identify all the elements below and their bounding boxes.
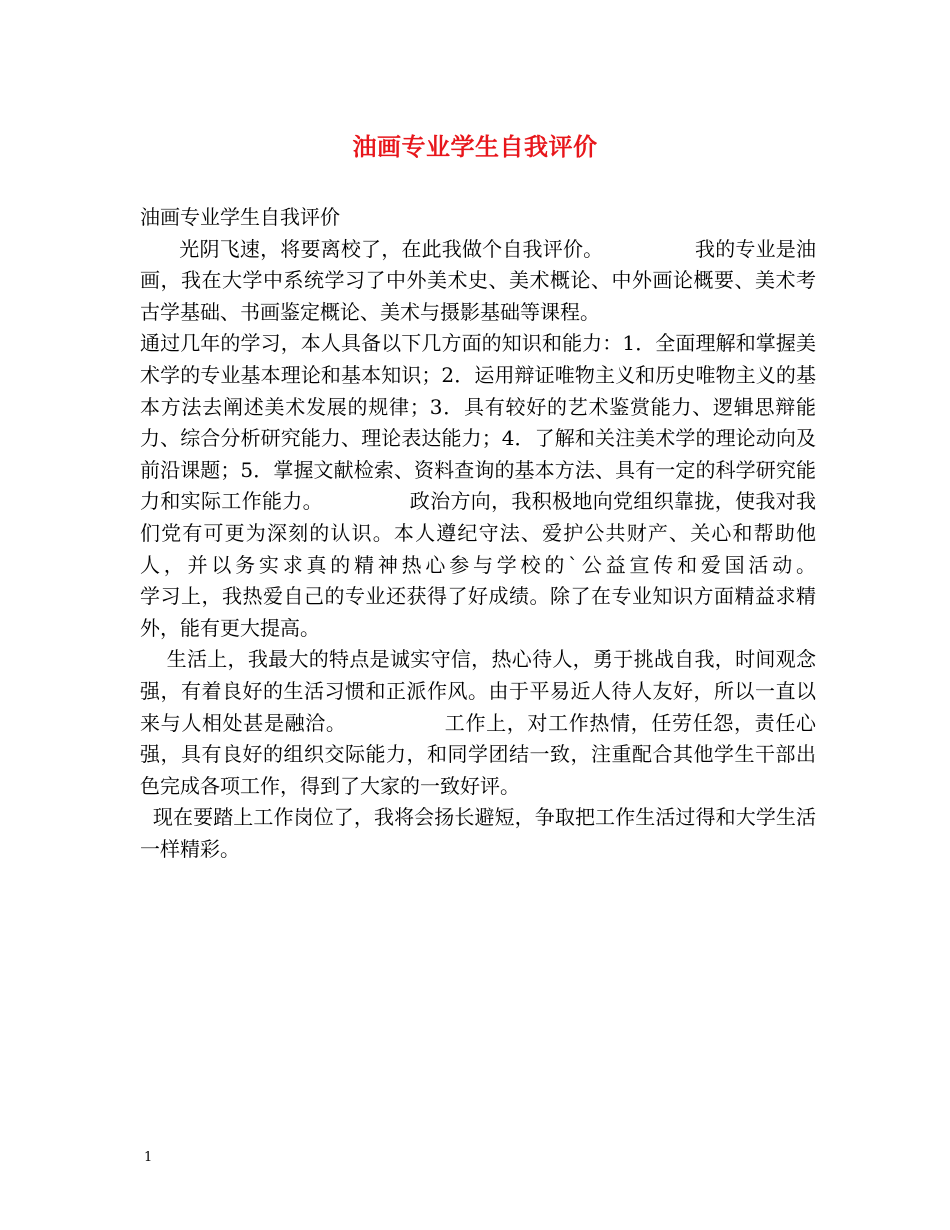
body-paragraph-study: 通过几年的学习，本人具备以下几方面的知识和能力：1．全面理解和掌握美术学的专业基本理论和基本知识；2．运用辩证唯物主义和历史唯物主义的基本方法去阐述美术发展的规律；3．具有较好的艺术鉴赏能力、逻辑思辩能力、综合分析研究能力、理论表达能力；4．了解和关注美术学的理论动向及前沿课题；5．掌握文献检索、资料查询的基本方法、具有一定的科学研究能力和实际工作能力。 政治方向，我积极地向党组织靠拢，使我对我们党有可更为深刻的认识。本人遵纪守法、爱护公共财产、关心和帮助他人，并以务实求真的精神热心参与学校的`公益宣传和爱国活动。 学习上，我热爱自己的专业还获得了好成绩。除了在专业知识方面精益求精外，能有更大提高。: [140, 331, 906, 640]
page-number: 1: [144, 1150, 153, 1165]
document-body: [140, 202, 906, 865]
body-paragraph-life: 生活上，我最大的特点是诚实守信，热心待人，勇于挑战自我，时间观念强，有着良好的生活习惯和正派作风。由于平易近人待人友好，所以一直以来与人相处甚是融洽。 工作上，对工作热情，任劳任怨，责任心强，具有良好的组织交际能力，和同学团结一致，注重配合其他学生干部出色完成各项工作，得到了大家的一致好评。: [140, 647, 816, 798]
document-title: 油画专业学生自我评价: [352, 132, 598, 161]
body-paragraph-intro: 光阴飞速，将要离校了，在此我做个自我评价。 我的专业是油画，我在大学中系统学习了中外美术史、美术概论、中外画论概要、美术考古学基础、书画鉴定概论、美术与摄影基础等课程。: [140, 236, 816, 324]
body-paragraph-closing: 现在要踏上工作岗位了，我将会扬长避短，争取把工作生活过得和大学生活一样精彩。: [140, 805, 817, 861]
body-paragraph-heading: 油画专业学生自我评价: [140, 205, 340, 229]
